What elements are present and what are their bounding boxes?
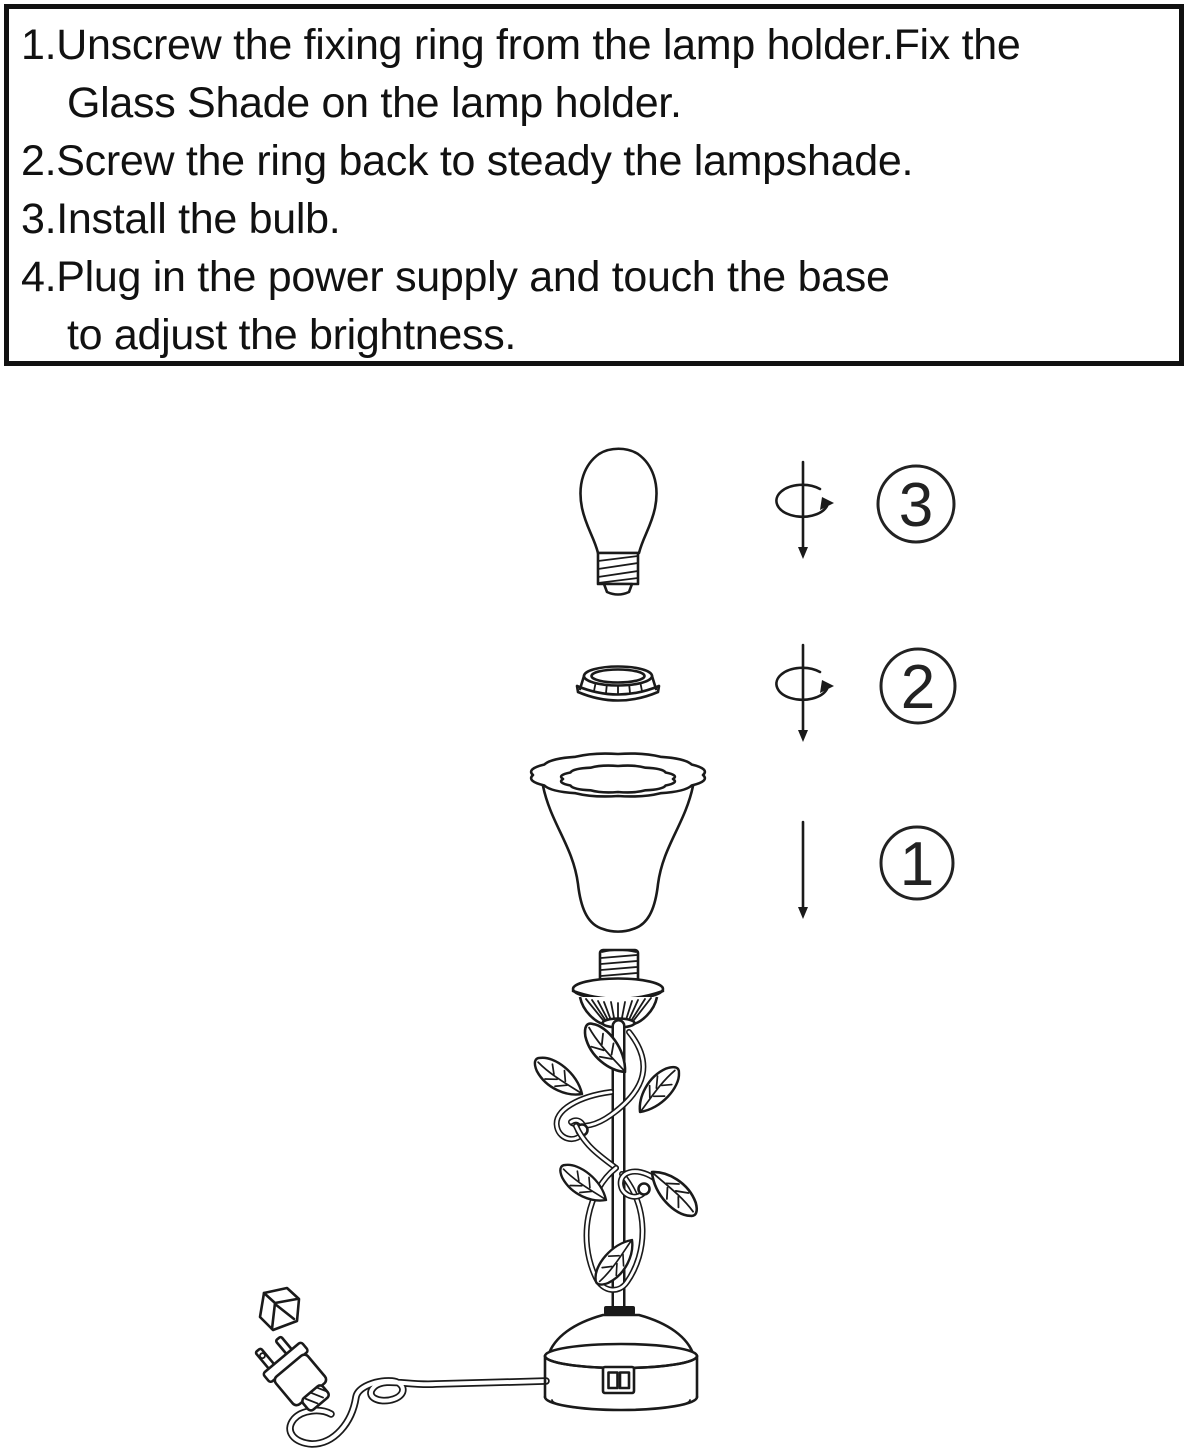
step-badge-3 (878, 466, 954, 542)
bulb-screw-base (598, 553, 638, 595)
step-badge-1 (881, 827, 953, 899)
lamp-base-drawing (545, 1306, 697, 1410)
fixing-ring-drawing (577, 667, 659, 701)
glass-shade-drawing (531, 754, 705, 932)
plug-cap-drawing (260, 1288, 299, 1330)
power-cord-drawing (290, 1381, 546, 1444)
rotate-arrow-icon (776, 462, 834, 559)
instructions-box (4, 4, 1184, 366)
tendril-tip (639, 1184, 650, 1195)
instruction-line-5: 4.Plug in the power supply and touch the base (21, 253, 890, 301)
step-badge-2 (881, 649, 955, 723)
instruction-line-6: to adjust the brightness. (67, 311, 517, 359)
rotate-arrow-icon (776, 645, 834, 742)
step-number-1: 1 (899, 830, 935, 899)
instruction-line-1: 1.Unscrew the fixing ring from the lamp holder.Fix the (21, 21, 1021, 69)
vine-stem-drawing (529, 1017, 704, 1306)
power-plug-drawing (249, 1326, 339, 1420)
instruction-line-3: 2.Screw the ring back to steady the lampshade. (21, 137, 914, 185)
light-bulb-drawing (581, 449, 657, 595)
step-number-3: 3 (898, 471, 934, 540)
assembly-diagram (0, 390, 1191, 1452)
step-number-2: 2 (900, 653, 936, 722)
leaf-icon (645, 1162, 704, 1224)
instruction-line-4: 3.Install the bulb. (21, 195, 341, 243)
down-arrow-icon (798, 822, 808, 919)
usb-port (603, 1367, 634, 1393)
lamp-holder-drawing (573, 950, 663, 1028)
leaf-icon (529, 1050, 588, 1105)
instruction-line-2: Glass Shade on the lamp holder. (67, 79, 682, 127)
